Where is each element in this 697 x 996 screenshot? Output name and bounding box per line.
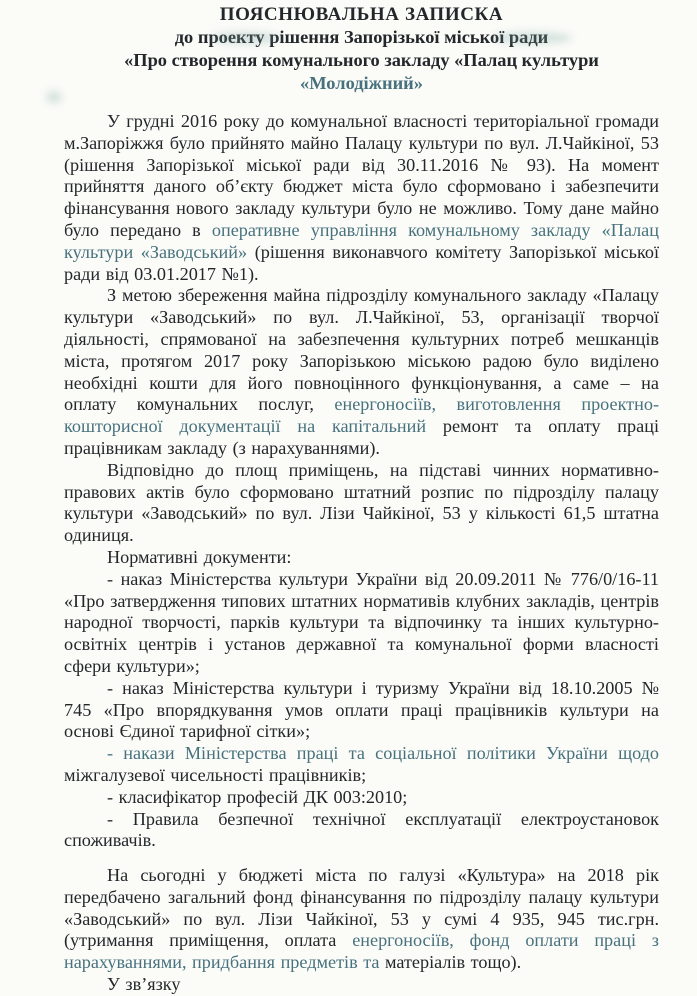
text-segment-tinted: енергоносіїв, фонд оплати праці з нарахуваннями, придбання предметів та [64,930,659,973]
doc-title-line3 [64,49,659,95]
paragraph-cutoff: У зв’язку [107,974,181,995]
paragraph-normative-docs-heading: Нормативні документи: [107,546,292,567]
text-segment: На сьогодні у бюджеті міста по галузі «Культура» на 2018 рік передбачено загальний фонд фінансування по підрозділу палацу культури «Заводський» по вул. Лізи Чайкіної, 53 у сумі 4 935, 945 тис.грн. (утримання приміщення, оплата [64,865,659,951]
text-segment: (рішення виконавчого комітету Запорізької міської ради від 03.01.2017 №1). [64,241,659,284]
paragraph-budget-2018 [64,865,659,974]
text-segment: міжгалузевої чисельності працівників; [64,764,367,785]
list-item-order-745: - наказ Міністерства культури і туризму України від 18.10.2005 № 745 «Про впорядкування умов оплати праці працівників культури на основі Єдиної тарифної сітки»; [64,677,659,742]
text-segment: «Про створення комунального закладу «Палац культури [124,50,599,70]
paragraph-property-transfer [64,111,659,285]
text-segment: У грудні 2016 року до комунальної власності територіальної громади м.Запоріжжя було прийнято майно Палацу культури по вул. Л.Чайкіної, 53 (рішення Запорізької міської ради від 30.11.2016 № 93). На момент прийняття даного об’єкту бюджет міста було сформовано і забезпечити фінансування нового закладу культури було не можливо. Тому дане майно було передано в [64,111,659,240]
text-segment-tinted: - накази Міністерства праці та соціальної політики України щодо [107,743,659,764]
text-segment: ремонт та оплату праці працівникам закладу (з нарахуваннями). [64,416,659,458]
doc-title-line1: ПОЯСНЮВАЛЬНА ЗАПИСКА [219,4,504,25]
text-segment: З метою збереження майна підрозділу комунального закладу «Палацу культури «Заводський» по вул. Л.Чайкіної, 53, організації творчої діяльності, спрямованої на забезпечення культурних потреб мешканців міста, протягом 2017 року Запорізькою міською радою було виділено необхідні кошти для його повноцінного функціонування, а саме – на оплату комунальних послуг, [64,285,659,415]
list-item-safety-rules: - Правила безпечної технічної експлуатації електроустановок споживачів. [64,808,659,851]
paragraph-funding-2017 [64,285,659,459]
text-segment-tinted: оперативне управління комунальному закладу «Палац культури «Заводський» [64,219,659,262]
document-title-block [64,3,659,95]
text-segment: матеріалів тощо). [385,952,522,973]
paragraph-staffing: Відповідно до площ приміщень, на підставі чинних нормативно-правових актів було сформовано штатний розпис по підрозділу палацу культури «Заводський» по вул. Лізи Чайкіної, 53 у кількості 61,5 штатна одиниця. [64,459,659,546]
list-item-order-776: - наказ Міністерства культури України від 20.09.2011 № 776/0/16-11 «Про затвердження типових штатних нормативів клубних закладів, центрів народної творчості, парків культури та відпочинку та інших культурно-освітніх центрів і установ державної та комунальної форми власності сфери культури»; [64,568,659,676]
list-item-labour-ministry [64,743,659,787]
list-item-classifier: - класифікатор професій ДК 003:2010; [107,786,408,807]
doc-title-line2: до проекту рішення Запорізької міської ради [174,27,549,47]
text-segment-tinted: «Молодіжний» [300,73,423,93]
text-segment-tinted: енергоносіїв, виготовлення проектно-кошторисної документації на капітальний [64,394,659,437]
